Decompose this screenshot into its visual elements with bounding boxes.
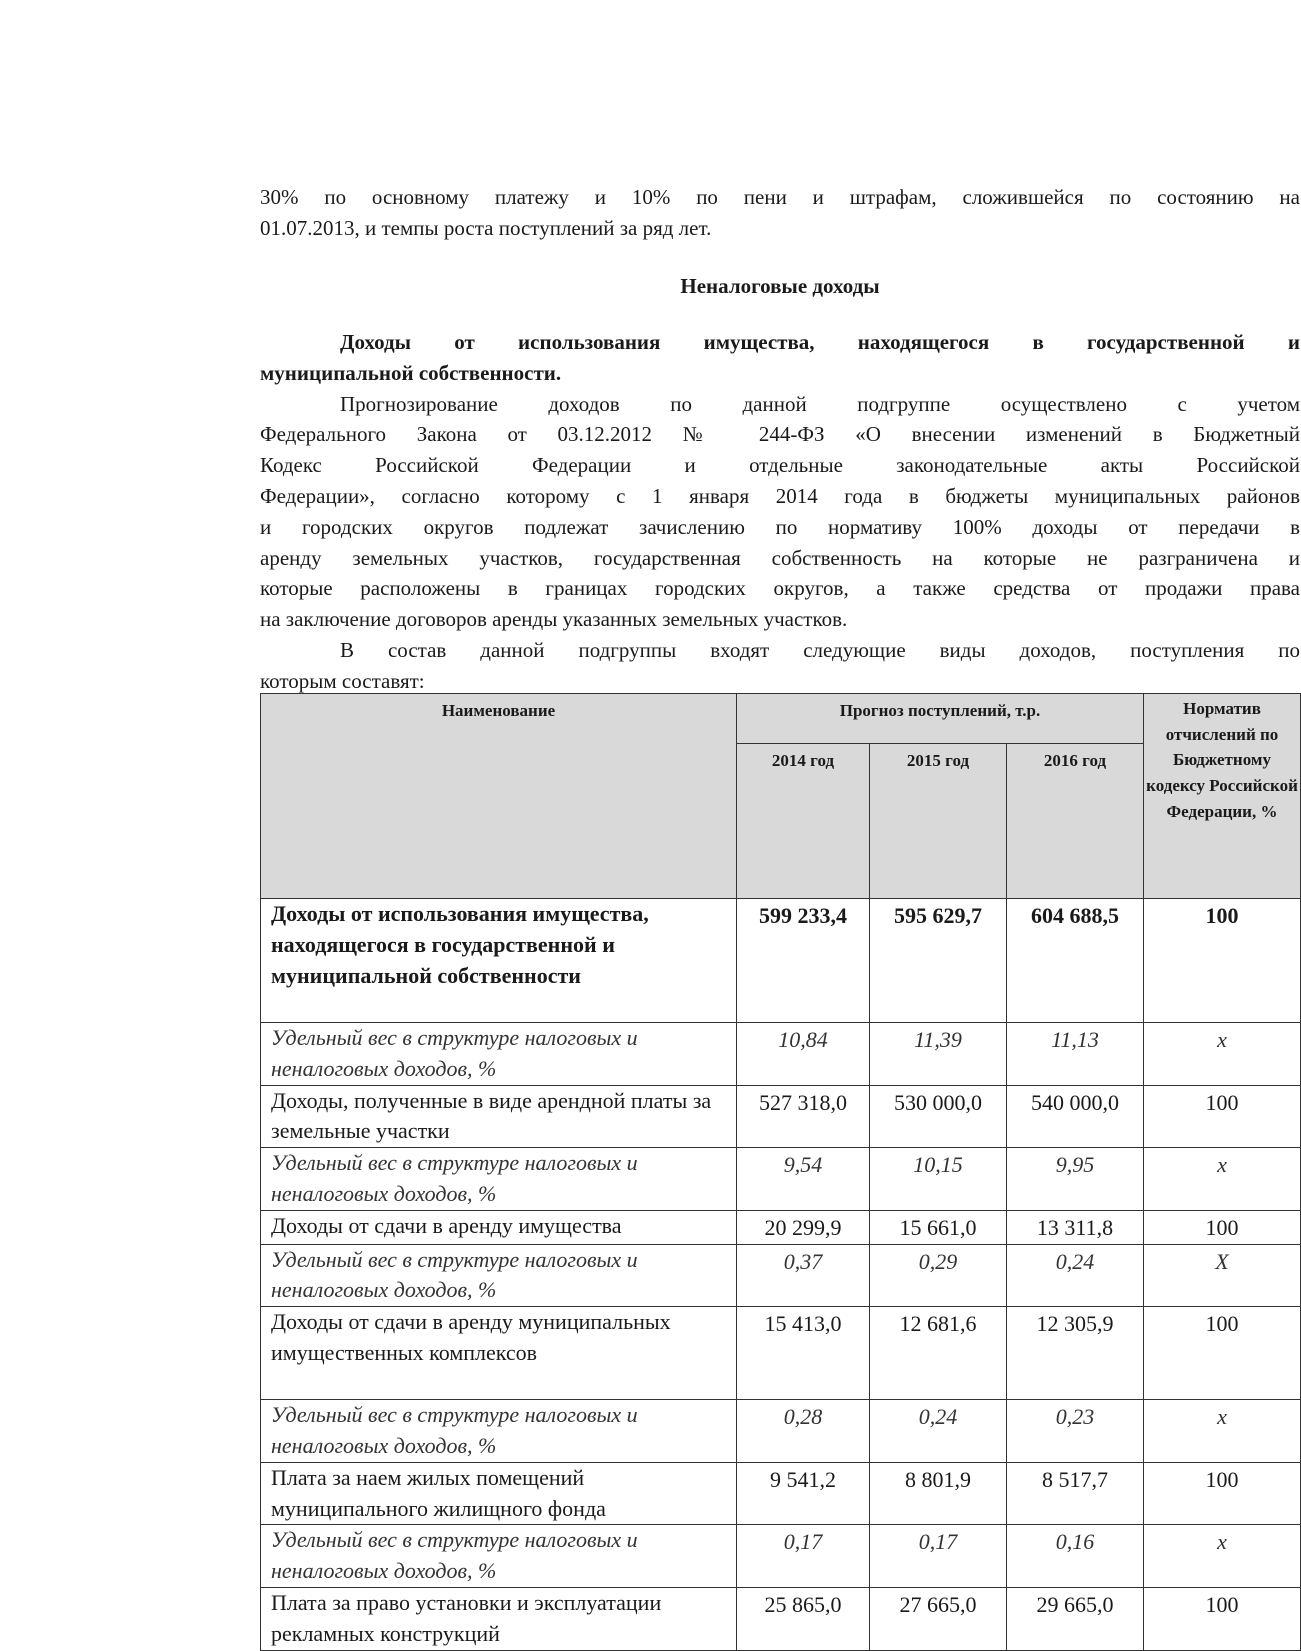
value-2014: 9,54 xyxy=(737,1148,870,1211)
value-2014: 20 299,9 xyxy=(737,1210,870,1244)
paragraph-line: аренду земельных участков, государственная собственность на которые не разграничена и xyxy=(260,545,1300,570)
value-2015: 0,24 xyxy=(870,1400,1007,1463)
table-row xyxy=(261,1587,1301,1650)
table-row xyxy=(261,1244,1301,1307)
value-2016: 8 517,7 xyxy=(1007,1462,1144,1525)
value-2016: 0,16 xyxy=(1007,1525,1144,1588)
value-2015: 27 665,0 xyxy=(870,1587,1007,1650)
value-2016: 29 665,0 xyxy=(1007,1587,1144,1650)
value-2015: 8 801,9 xyxy=(870,1462,1007,1525)
value-2016: 0,24 xyxy=(1007,1244,1144,1307)
value-2016: 12 305,9 xyxy=(1007,1307,1144,1400)
value-2014: 0,17 xyxy=(737,1525,870,1588)
paragraph-line: Федерации», согласно которому с 1 января 2014 года в бюджеты муниципальных районов xyxy=(260,483,1300,508)
value-norm: х xyxy=(1144,1148,1301,1211)
value-2015: 595 629,7 xyxy=(870,899,1007,1023)
paragraph-line: которые расположены в границах городских округов, а также средства от продажи права xyxy=(260,576,1300,601)
value-norm: х xyxy=(1144,1525,1301,1588)
paragraph-line: и городских округов подлежат зачислению по нормативу 100% доходы от передачи в xyxy=(260,514,1300,539)
value-2014: 527 318,0 xyxy=(737,1085,870,1148)
table-row xyxy=(261,1462,1301,1525)
paragraph-line: В состав данной подгруппы входят следующие виды доходов, поступления по xyxy=(340,637,1300,662)
value-norm: 100 xyxy=(1144,899,1301,1023)
row-name: Доходы, полученные в виде арендной платы за земельные участки xyxy=(261,1085,737,1148)
value-norm: х xyxy=(1144,1023,1301,1086)
value-2014: 599 233,4 xyxy=(737,899,870,1023)
value-2014: 0,28 xyxy=(737,1400,870,1463)
row-name: Плата за наем жилых помещений муниципального жилищного фонда xyxy=(261,1462,737,1525)
row-name: Плата за право установки и эксплуатации рекламных конструкций xyxy=(261,1587,737,1650)
intro-line: 30% по основному платежу и 10% по пени и штрафам, сложившейся по состоянию на xyxy=(260,185,1300,209)
value-2016: 9,95 xyxy=(1007,1148,1144,1211)
value-2016: 0,23 xyxy=(1007,1400,1144,1463)
value-norm: 100 xyxy=(1144,1085,1301,1148)
subsection-text xyxy=(260,327,1300,697)
table-row xyxy=(261,1307,1301,1400)
value-2015: 12 681,6 xyxy=(870,1307,1007,1400)
row-name: Удельный вес в структуре налоговых и неналоговых доходов, % xyxy=(261,1244,737,1307)
table-row xyxy=(261,1085,1301,1148)
value-norm: 100 xyxy=(1144,1210,1301,1244)
table-row xyxy=(261,1525,1301,1588)
paragraph-line: Кодекс Российской Федерации и отдельные законодательные акты Российской xyxy=(260,453,1300,478)
value-2015: 11,39 xyxy=(870,1023,1007,1086)
paragraph-line: которым составят: xyxy=(260,668,425,693)
value-2014: 9 541,2 xyxy=(737,1462,870,1525)
value-2016: 540 000,0 xyxy=(1007,1085,1144,1148)
subsection-heading-line: Доходы от использования имущества, находящегося в государственной и xyxy=(340,330,1300,354)
value-2016: 11,13 xyxy=(1007,1023,1144,1086)
value-norm: 100 xyxy=(1144,1587,1301,1650)
value-norm: 100 xyxy=(1144,1307,1301,1400)
section-heading: Неналоговые доходы xyxy=(680,274,880,298)
value-2014: 25 865,0 xyxy=(737,1587,870,1650)
row-name: Удельный вес в структуре налоговых и неналоговых доходов, % xyxy=(261,1400,737,1463)
row-name: Доходы от сдачи в аренду имущества xyxy=(261,1210,737,1244)
table-row xyxy=(261,1148,1301,1211)
value-2016: 13 311,8 xyxy=(1007,1210,1144,1244)
value-2015: 15 661,0 xyxy=(870,1210,1007,1244)
row-name: Удельный вес в структуре налоговых и неналоговых доходов, % xyxy=(261,1525,737,1588)
value-2015: 530 000,0 xyxy=(870,1085,1007,1148)
value-2015: 0,29 xyxy=(870,1244,1007,1307)
value-norm: Х xyxy=(1144,1244,1301,1307)
header-year-2014: 2014 год xyxy=(737,744,870,899)
intro-line: 01.07.2013, и темпы роста поступлений за ряд лет. xyxy=(260,215,712,240)
intro-paragraph xyxy=(260,182,1300,244)
paragraph-line: на заключение договоров аренды указанных земельных участков. xyxy=(260,607,848,632)
row-name: Удельный вес в структуре налоговых и неналоговых доходов, % xyxy=(261,1023,737,1086)
header-name: Наименование xyxy=(261,694,737,899)
table-row xyxy=(261,1023,1301,1086)
value-norm: х xyxy=(1144,1400,1301,1463)
row-name: Доходы от использования имущества, находящегося в государственной и муниципальной собственности xyxy=(261,899,737,1023)
value-norm: 100 xyxy=(1144,1462,1301,1525)
header-forecast: Прогноз поступлений, т.р. xyxy=(737,694,1144,744)
value-2014: 0,37 xyxy=(737,1244,870,1307)
header-year-2016: 2016 год xyxy=(1007,744,1144,899)
table-row xyxy=(261,1210,1301,1244)
paragraph-line: Федерального Закона от 03.12.2012 № 244-ФЗ «О внесении изменений в Бюджетный xyxy=(260,422,1300,447)
revenue-forecast-table xyxy=(260,693,1301,1651)
value-2015: 0,17 xyxy=(870,1525,1007,1588)
subsection-heading-line: муниципальной собственности. xyxy=(260,360,562,385)
value-2014: 10,84 xyxy=(737,1023,870,1086)
value-2014: 15 413,0 xyxy=(737,1307,870,1400)
value-2016: 604 688,5 xyxy=(1007,899,1144,1023)
value-2015: 10,15 xyxy=(870,1148,1007,1211)
table-row xyxy=(261,899,1301,1023)
table-row xyxy=(261,1400,1301,1463)
row-name: Удельный вес в структуре налоговых и неналоговых доходов, % xyxy=(261,1148,737,1211)
header-year-2015: 2015 год xyxy=(870,744,1007,899)
paragraph-line: Прогнозирование доходов по данной подгруппе осуществлено с учетом xyxy=(340,391,1300,416)
header-norm: Норматив отчислений по Бюджетному кодексу Российской Федерации, % xyxy=(1144,694,1301,899)
row-name: Доходы от сдачи в аренду муниципальных имущественных комплексов xyxy=(261,1307,737,1400)
